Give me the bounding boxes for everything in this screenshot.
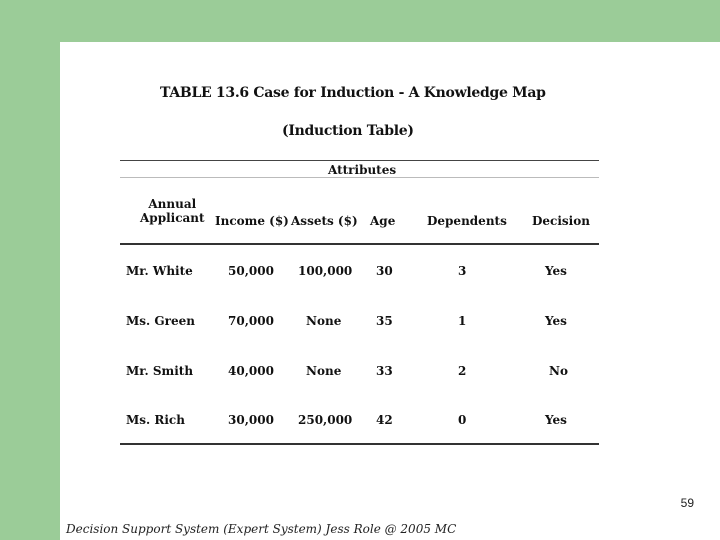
header-assets: Assets ($) (291, 214, 358, 228)
cell-income: 70,000 (228, 314, 274, 328)
cell-decision: Yes (545, 413, 567, 427)
cell-income: 30,000 (228, 413, 274, 427)
cell-age: 35 (376, 314, 393, 328)
cell-age: 33 (376, 364, 393, 378)
header-applicant-line1: Annual (148, 197, 197, 211)
table-top-rule (120, 160, 599, 161)
cell-income: 50,000 (228, 264, 274, 278)
page-number: 59 (680, 496, 694, 510)
cell-decision: Yes (545, 264, 567, 278)
table-bottom-rule (120, 443, 599, 445)
table-title: TABLE 13.6 Case for Induction - A Knowledge Map (160, 85, 546, 101)
cell-dependents: 0 (458, 413, 467, 427)
cell-income: 40,000 (228, 364, 274, 378)
header-applicant-line2: Applicant (140, 211, 205, 225)
cell-age: 30 (376, 264, 393, 278)
header-dependents: Dependents (427, 214, 507, 228)
cell-dependents: 2 (458, 364, 467, 378)
slide (60, 42, 720, 540)
cell-applicant: Mr. Smith (126, 364, 194, 378)
cell-applicant: Mr. White (126, 264, 193, 278)
header-income: Income ($) (215, 214, 289, 228)
header-decision: Decision (532, 214, 590, 228)
cell-applicant: Ms. Rich (126, 413, 185, 427)
cell-decision: Yes (545, 314, 567, 328)
cell-assets: None (306, 314, 342, 328)
cell-age: 42 (376, 413, 393, 427)
cell-decision: No (549, 364, 568, 378)
table-subtitle: (Induction Table) (282, 123, 414, 139)
attributes-header: Attributes (328, 163, 397, 177)
footer-text: Decision Support System (Expert System) Jess Role @ 2005 MC (66, 522, 457, 536)
header-applicant (140, 197, 205, 225)
cell-assets: 100,000 (298, 264, 353, 278)
cell-dependents: 1 (458, 314, 467, 328)
attributes-underline (120, 177, 599, 178)
cell-dependents: 3 (458, 264, 467, 278)
cell-applicant: Ms. Green (126, 314, 195, 328)
cell-assets: 250,000 (298, 413, 353, 427)
cell-assets: None (306, 364, 342, 378)
header-underline (120, 243, 599, 245)
header-age: Age (370, 214, 396, 228)
